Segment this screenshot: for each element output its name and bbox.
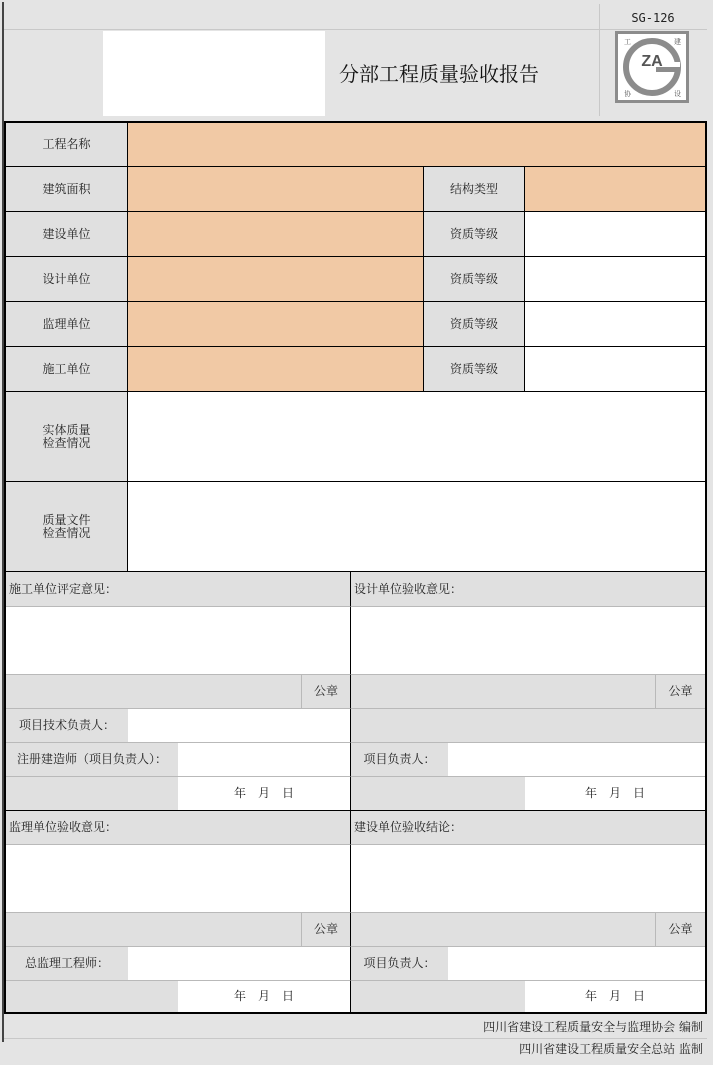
design-opinion-label: 设计单位验收意见： — [351, 572, 705, 606]
design-seal-label: 公章 — [655, 674, 705, 708]
builder-date-field[interactable]: 年 月 日 — [178, 776, 351, 810]
supervision-unit-field[interactable] — [128, 302, 424, 347]
label-qualification-1: 资质等级 — [424, 212, 525, 257]
header-code-divider — [599, 4, 600, 116]
construction-date-spacer — [351, 980, 525, 1012]
construction-conclusion-label: 建设单位验收结论： — [351, 810, 705, 844]
design-project-lead-field[interactable] — [448, 742, 705, 776]
chief-supervisor-label: 总监理工程师： — [6, 946, 128, 980]
label-qualification-3: 资质等级 — [424, 302, 525, 347]
construction-conclusion-field[interactable] — [351, 844, 705, 912]
registered-builder-field[interactable] — [178, 742, 351, 776]
label-builder-unit: 施工单位 — [6, 347, 128, 392]
supervision-opinion-label: 监理单位验收意见： — [6, 810, 351, 844]
tech-lead-field[interactable] — [128, 708, 351, 742]
logo-corner-tr: 建 — [674, 38, 681, 46]
design-date-field[interactable]: 年 月 日 — [525, 776, 705, 810]
construction-project-lead-label: 项目负责人： — [351, 946, 448, 980]
qualification-field-3[interactable] — [525, 302, 705, 347]
footer-supervisor: 四川省建设工程质量安全总站 监制 — [519, 1041, 703, 1056]
label-design-unit: 设计单位 — [6, 257, 128, 302]
label-doc-quality-line1: 质量文件 — [42, 512, 91, 527]
header-divider — [4, 29, 707, 30]
page-title: 分部工程质量验收报告 — [339, 61, 539, 86]
label-doc-quality-line2: 检查情况 — [42, 525, 91, 540]
builder-unit-field[interactable] — [128, 347, 424, 392]
design-seal-row — [351, 674, 705, 708]
supervision-seal-row — [6, 912, 351, 946]
logo-corner-br: 设 — [674, 90, 681, 98]
construction-seal-row — [351, 912, 705, 946]
label-doc-quality — [6, 482, 128, 572]
qualification-field-1[interactable] — [525, 212, 705, 257]
footer-compiler: 四川省建设工程质量安全与监理协会 编制 — [483, 1019, 703, 1034]
qualification-field-4[interactable] — [525, 347, 705, 392]
label-entity-quality — [6, 392, 128, 482]
construction-seal-label: 公章 — [655, 912, 705, 946]
label-project-name: 工程名称 — [6, 123, 128, 167]
construction-project-lead-field[interactable] — [448, 946, 705, 980]
registered-builder-label: 注册建造师（项目负责人）： — [6, 742, 178, 776]
entity-quality-field[interactable] — [128, 392, 705, 482]
structure-type-field[interactable] — [525, 167, 705, 212]
label-entity-quality-line1: 实体质量 — [42, 422, 91, 437]
header-blank-box — [103, 31, 325, 116]
construction-unit-field[interactable] — [128, 212, 424, 257]
doc-quality-field[interactable] — [128, 482, 705, 572]
builder-opinion-field[interactable] — [6, 606, 351, 674]
supervision-date-spacer — [6, 980, 178, 1012]
builder-seal-label: 公章 — [301, 674, 351, 708]
builder-date-spacer — [6, 776, 178, 810]
tech-lead-label: 项目技术负责人： — [6, 708, 128, 742]
design-unit-field[interactable] — [128, 257, 424, 302]
builder-seal-row — [6, 674, 351, 708]
logo-icon — [618, 34, 686, 100]
logo-corner-bl: 协 — [624, 90, 631, 98]
design-date-spacer — [351, 776, 525, 810]
construction-date-field[interactable]: 年 月 日 — [525, 980, 705, 1012]
supervision-opinion-field[interactable] — [6, 844, 351, 912]
label-construction-unit: 建设单位 — [6, 212, 128, 257]
label-qualification-2: 资质等级 — [424, 257, 525, 302]
logo — [615, 31, 689, 103]
label-entity-quality-line2: 检查情况 — [42, 435, 91, 450]
design-opinion-field[interactable] — [351, 606, 705, 674]
logo-main-text: ZA — [641, 53, 663, 70]
label-supervision-unit: 监理单位 — [6, 302, 128, 347]
label-qualification-4: 资质等级 — [424, 347, 525, 392]
building-area-field[interactable] — [128, 167, 424, 212]
chief-supervisor-field[interactable] — [128, 946, 351, 980]
supervision-date-field[interactable]: 年 月 日 — [178, 980, 351, 1012]
builder-opinion-label: 施工单位评定意见： — [6, 572, 351, 606]
label-structure-type: 结构类型 — [424, 167, 525, 212]
design-project-lead-label: 项目负责人： — [351, 742, 448, 776]
design-blank-row — [351, 708, 705, 742]
logo-corner-tl: 工 — [624, 38, 631, 46]
supervision-seal-label: 公章 — [301, 912, 351, 946]
project-name-field[interactable] — [128, 123, 705, 167]
form-code: SG-126 — [631, 10, 675, 25]
label-building-area: 建筑面积 — [6, 167, 128, 212]
qualification-field-2[interactable] — [525, 257, 705, 302]
